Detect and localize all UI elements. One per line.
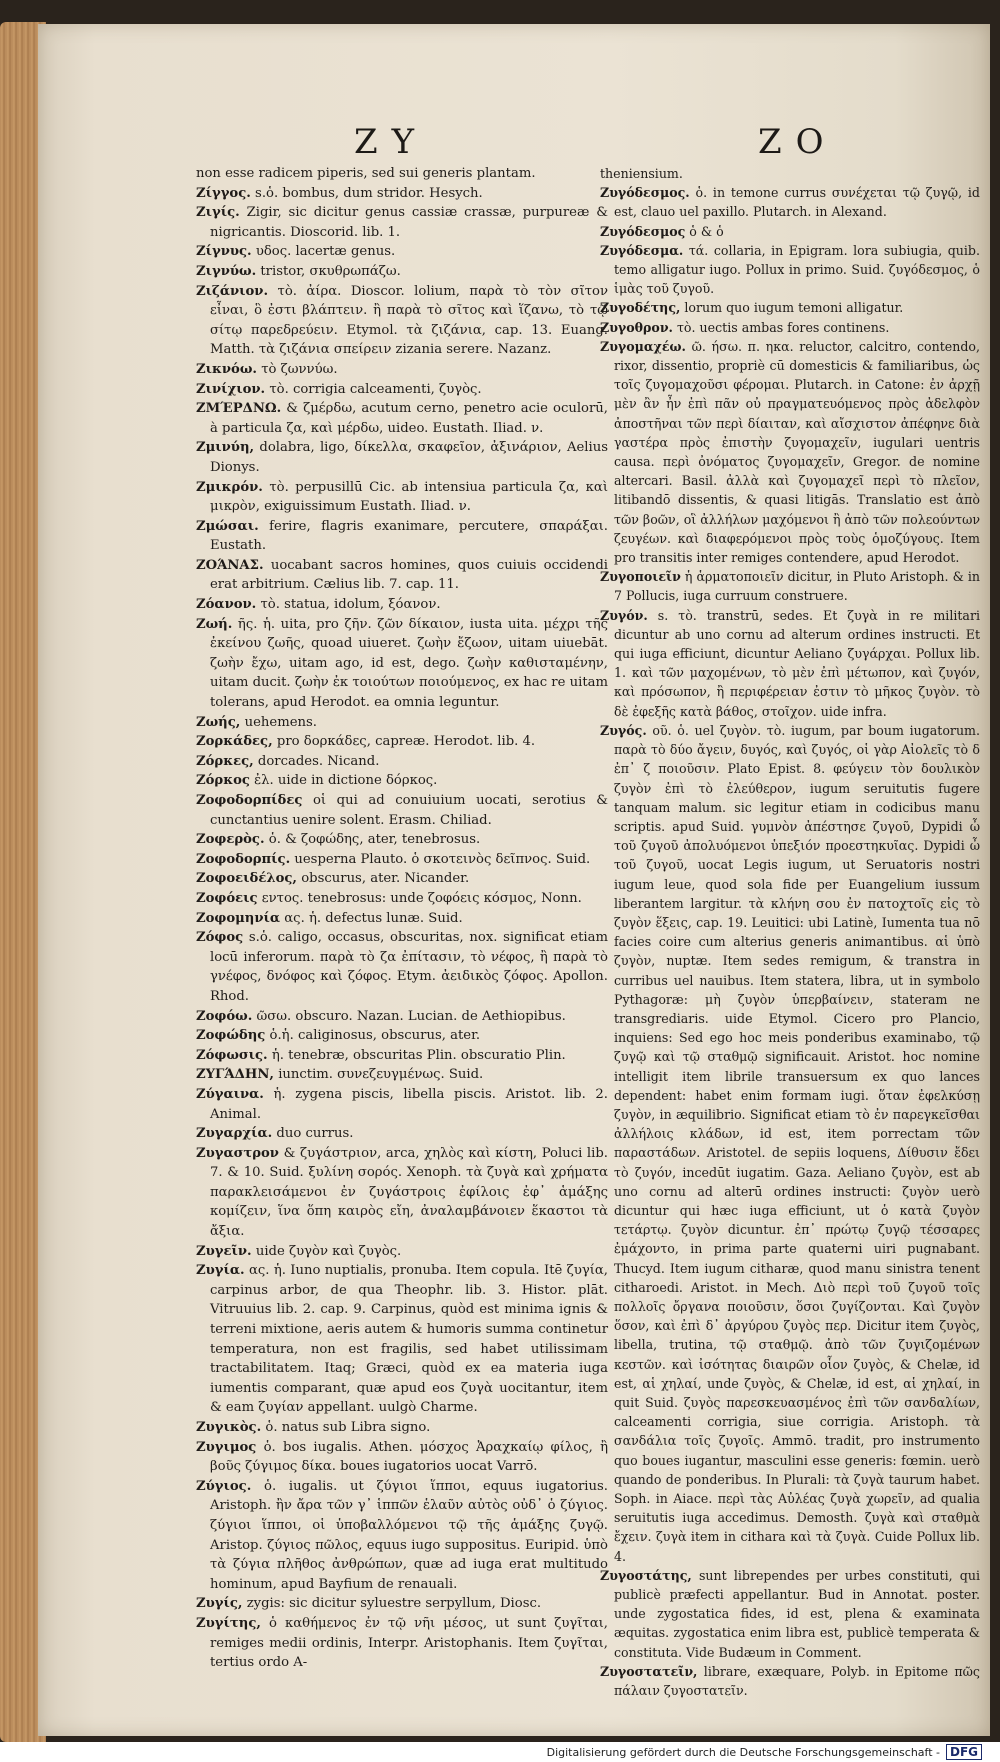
entry-headword: Ζόφωσις. xyxy=(196,1047,268,1063)
entry-definition: librare, exæquare, Polyb. in Epitome πῶς πάλαιν ζυγοστατεῖν. xyxy=(614,1663,980,1699)
dictionary-entry xyxy=(196,478,608,517)
entry-headword: Ζωή. xyxy=(196,616,233,632)
dictionary-entry xyxy=(600,318,980,337)
dictionary-entry xyxy=(600,606,980,721)
entry-definition: ῆς. ἡ. uita, pro ζῆν. ζῶν δίκαιον, iusta uita. μέχρι τῆς ἐκείνου ζωῆς, quoad uiueret. ζωὴν ἔζωον, uitam uiuebāt. ζωὴν ἔχω, uitam ago, id est, dego. ζωὴν καθισταμένην, uitam ducit. ζωὴν ἐκ τοιούτων ποιούμενος, ex hac re uitam tolerans, apud Herodot. ea omnia leguntur. xyxy=(210,616,608,711)
entry-definition: obscurus, ater. Nicander. xyxy=(301,871,470,887)
dictionary-entry xyxy=(196,164,608,184)
dictionary-entry xyxy=(196,869,608,889)
entry-headword: Ζυγόδεσμα. xyxy=(600,242,684,258)
dictionary-entry xyxy=(196,713,608,733)
entry-definition: s. τὸ. transtrū, sedes. Et ζυγὰ in re militari dicuntur ab uno cornu ad alterum ordines instructi. Et qui iuga efficiunt, dicuntur Aeliano ζυγάρχαι. Pollux lib. 1. καὶ τῶν μαχομένων, τὸ μὲν ἐπὶ μέτωπον, καὶ ζυγόν, καὶ πρόσωπον, ἢ περιφέρειαν ἐστιν τὸ μῆκος ζυγὸν. τὸ δὲ ἐφεξῆς κατὰ βάθος, στοῖχον. uide infra. xyxy=(614,607,980,719)
dictionary-entry xyxy=(196,556,608,595)
entry-headword: Ζιγνύω. xyxy=(196,263,257,279)
dictionary-entry xyxy=(196,1007,608,1027)
entry-headword: Ζοφοδορπίδες xyxy=(196,793,303,808)
entry-definition: s.ὁ. caligo, occasus, obscuritas, nox. significat etiam locū inferorum. παρὰ τὸ ζα ἐπίτασιν, τὸ νέφος, ἢ παρὰ τὸ γνέφος, δνόφος καὶ ζόφος. Etym. ἀειδικὸς ζόφος. Apollon. Rhod. xyxy=(210,930,608,1004)
dictionary-entry xyxy=(196,1594,608,1614)
entry-definition: ὁ. iugalis. ut ζύγιοι ἵπποι, equus iugatorius. Aristoph. ἢν ἄρα τῶν γ᾽ ἱππῶν ἑλαῦν αὐτὸς οὐδ᾽ ὁ ζύγιος. ζύγιοι ἵπποι, οἱ ὑποβαλλόμενοι τῷ τῆς ἁμάξης ζυγῷ. Aristop. ζύγιος πῶλος, equus iugo suppositus. Euripid. ὑπὸ τὰ ζύγια πλῆθος ἀνθρώπων, quæ ad iuga erat multitudo hominum, apud Bayfium de renauali. xyxy=(210,1478,608,1592)
dictionary-entry xyxy=(600,567,980,605)
entry-definition: τὸ. uectis ambas fores continens. xyxy=(676,319,890,335)
dictionary-entry xyxy=(196,1124,608,1144)
entry-headword: Ζοφερὸς. xyxy=(196,832,265,848)
entry-headword: Ζυγοστατεῖν, xyxy=(600,1663,698,1679)
entry-headword: Ζυγόδεσμος. xyxy=(600,185,690,201)
dictionary-entry xyxy=(196,282,608,360)
entry-headword: Ζόανον. xyxy=(196,597,257,613)
page-header-right: ZO xyxy=(758,122,838,162)
dictionary-entry xyxy=(196,262,608,282)
entry-headword: Ζόρκες, xyxy=(196,753,254,769)
entry-definition: τὸ. statua, idolum, ξόανον. xyxy=(260,597,441,613)
right-column xyxy=(600,164,980,1700)
entry-headword: ΖΜΈΡΔΝΩ. xyxy=(196,401,282,417)
entry-definition: ἐλ. uide in dictione δόρκος. xyxy=(254,773,438,789)
entry-headword: Ζυγικὸς. xyxy=(196,1420,262,1435)
entry-definition: ἡ. zygena piscis, libella piscis. Aristot. lib. 2. Animal. xyxy=(210,1086,608,1122)
dictionary-entry xyxy=(196,1418,608,1438)
dictionary-entry xyxy=(196,850,608,870)
entry-definition: uehemens. xyxy=(244,714,317,730)
entry-headword: Ζυγίτης, xyxy=(196,1615,261,1631)
left-column xyxy=(196,164,608,1673)
dictionary-entry xyxy=(600,721,980,1566)
entry-definition: zygis: sic dicitur syluestre serpyllum, Diosc. xyxy=(246,1596,542,1612)
page-header-left: ZY xyxy=(354,122,429,162)
dictionary-entry xyxy=(196,380,608,400)
entry-headword: Ζυγεῖν. xyxy=(196,1243,252,1259)
entry-definition: uide ζυγὸν καὶ ζυγὸς. xyxy=(255,1243,402,1259)
entry-headword: Ζυγιμος xyxy=(196,1439,257,1455)
dictionary-entry xyxy=(196,184,608,204)
entry-headword: Ζυγαρχία. xyxy=(196,1126,273,1142)
entry-headword: Ζύγαινα. xyxy=(196,1086,264,1102)
entry-headword: Ζοφοειδέλος, xyxy=(196,871,298,887)
dictionary-entry xyxy=(196,830,608,850)
dictionary-entry xyxy=(196,1261,608,1418)
entry-headword: Ζόρκος xyxy=(196,773,250,789)
entry-definition: ὁ. & ζοφώδης, ater, tenebrosus. xyxy=(268,832,481,848)
dictionary-entry xyxy=(196,1026,608,1046)
entry-headword: Ζυγοδέτης, xyxy=(600,300,681,316)
entry-definition: sunt librependes per urbes constituti, qui publicè præfecti appellantur. Bud in Annotat. poster. unde zygostatica fides, id est, plena & examinata æquitas. zygostatica enim libra est, publicè temperata & constituta. Vide Budæum in Comment. xyxy=(614,1567,980,1660)
dictionary-entry xyxy=(196,1065,608,1085)
dictionary-entry xyxy=(196,791,608,830)
entry-definition: τὸ. ἀίρα. Dioscor. lolium, παρὰ τὸ τὸν σῖτον εἶναι, ὃ ἐστι βλάπτειν. ἢ παρὰ τὸ σῖτος καὶ ἵζανω, τὸ τῷ σίτῳ παρεδρεύειν. Etymol. τὰ ζιζάνια, cap. 13. Euang. Matth. τὰ ζιζάνια σπείρειν zizania serere. Nazanz. xyxy=(210,283,608,358)
dictionary-entry xyxy=(196,1477,608,1595)
entry-headword: Ζινίχιον. xyxy=(196,381,266,397)
entry-headword: Ζμώσαι. xyxy=(196,518,259,534)
dfg-logo: DFG xyxy=(946,1744,982,1760)
dictionary-entry xyxy=(196,1614,608,1673)
entry-headword: Ζόφος xyxy=(196,930,244,946)
entry-headword: Ζοφόεις xyxy=(196,890,258,906)
entry-definition: ὁ καθήμενος ἐν τῷ νῆι μέσος, ut sunt ζυγῖται, remiges medii ordinis, Interpr. Aristophanis. Item ζυγῖται, tertius ordo A- xyxy=(210,1615,608,1671)
entry-definition: ὁ. natus sub Libra signo. xyxy=(265,1420,431,1435)
entry-headword: Ζμινύη, xyxy=(196,440,255,456)
entry-definition: lorum quo iugum temoni alligatur. xyxy=(684,300,904,316)
entry-headword: Ζύγιος. xyxy=(196,1478,252,1494)
entry-definition: tristor, σκυθρωπάζω. xyxy=(260,263,401,279)
entry-headword: Ζυγόδεσμος xyxy=(600,223,686,239)
entry-headword: Ζικνόω. xyxy=(196,361,257,377)
dictionary-entry xyxy=(600,337,980,567)
entry-definition: ferire, flagris exanimare, percutere, σπαράξαι. Eustath. xyxy=(210,518,608,554)
entry-definition: ὁ. bos iugalis. Athen. μόσχος Ἀραχκαίῳ φίλος, ἢ βοῦς ζύγιμος δίκα. boues iugatorios uocat Varrō. xyxy=(210,1439,608,1475)
entry-headword: Ζυγοστάτης, xyxy=(600,1567,692,1583)
entry-definition: duo currus. xyxy=(276,1126,354,1142)
dictionary-entry xyxy=(196,399,608,438)
entry-definition: ἡ ἁρματοποιεῖν dicitur, in Pluto Aristoph. & in 7 Pollucis, iuga curruum construere. xyxy=(614,569,980,604)
dictionary-entry xyxy=(600,1662,980,1700)
entry-headword: Ζυγοθρον. xyxy=(600,319,673,335)
entry-headword: Ζωής, xyxy=(196,714,241,730)
entry-definition: uesperna Plauto. ὁ σκοτεινὸς δεῖπνος. Suid. xyxy=(294,851,591,867)
entry-definition: ας. ἡ. Iuno nuptialis, pronuba. Item copula. Itē ζυγία, carpinus arbor, de qua Theophr. lib. 3. Histor. plāt. Vitruuius lib. 2. cap. 9. Carpinus, quòd est minima ignis & terreni mixtione, aeris autem & humoris summa continetur temperatura, non est fragilis, sed habet utilissimam tractabilitatem. Itaq; Græci, quòd ex ea materia iuga iumentis comparant, quæ apud eos ζυγὰ uocitantur, item & eam ζυγίαν appellant. uulgò Charme. xyxy=(210,1263,608,1416)
dictionary-entry xyxy=(196,1242,608,1262)
dictionary-entry xyxy=(600,1566,980,1662)
entry-headword: ΖΥΓΆΔΗΝ, xyxy=(196,1067,274,1083)
entry-headword: Ζυγοποιεῖν xyxy=(600,569,681,585)
entry-headword: Ζίγγος. xyxy=(196,185,251,201)
entry-headword: Ζιγίς. xyxy=(196,205,240,221)
entry-definition: Zigir, sic dicitur genus cassiæ crassæ, purpureæ & nigricantis. Dioscorid. lib. 1. xyxy=(210,205,608,240)
entry-definition: ῶσω. obscuro. Nazan. Lucian. de Aethiopibus. xyxy=(256,1008,566,1024)
entry-definition: οῦ. ὁ. uel ζυγὸν. τὸ. iugum, par boum iugatorum. παρὰ τὸ δύο ἄγειν, δυγός, καὶ ζυγός, οἱ γὰρ Αἰολεῖς τὸ δ ἐπ᾽ ζ ποιοῦσιν. Plato Epist. 8. φεύγειν τὸν δουλικὸν ζυγὸν ἐπὶ τὸ ἐλεύθερον, iugum seruitutis fugere tanquam malum. sic legitur etiam in codicibus manu scriptis. apud Suid. γυμνὸν ἀπέστησε ζυγοῦ, Dypidi ὦ τοῦ ζυγοῦ ἀπολυόμενοι ὑπεξιόν προεστηκυῖας. Dypidi ὦ τοῦ ζυγοῦ, uocat Legis iugum, ut Seruatoris nostri iugum leue, quod sola fide per Euangelium iussum liberantem largitur. τὰ κλήνη σου ἐν πατοχτοῖς εἰς τὸ ζυγὸν ἕξεις, cap. 19. Leuitici: ubi Latinè, Iumenta tua nō facies coire cum alterius generis animantibus. αἱ ὑπὸ ζυγὸν, nuptæ. Item sedes remigum, & transtra in curribus uel nauibus. Item statera, libra, ut in symbolo Pythagoræ: μὴ ζυγὸν ὑπερβαίνειν, stateram ne transgrediaris. uide Etymol. Cicero pro Plancio, inquiens: Sed ego hoc meis ponderibus examinabo, τῷ ζυγῷ καὶ τῷ σταθμῷ significauit. Aristot. hoc nomine intelligit item librile transuersum ex quo lances dependent: habet enim formam iugi. ὅταν ἐφελκύσῃ ζυγὸν, in æquilibrio. Significat etiam τὸ ἐν παρεγκεῖσθαι ἀλλήλοις κλάδων, id est, item porrectam τῶν παραστάδων. Aristotel. de sepiis loquens, Δίθυσιν ἔδει τὸ ζυγόν, incedūt iugatim. Gaza. Aeliano ζυγὸν, est ab uno cornu ad alterū ordines instructi: ζυγὸν uerò dicuntur qui hæc iuga efficiunt, ut ὁ κατὰ ζυγὸν τετάρτῳ. ζυγὸν dicuntur. ἐπ᾽ πρώτῳ ζυγῷ τέσσαρες ἐμάχοντο, in prima parte quaterni uiri pugnabant. Thucyd. Item iugum citharæ, quod manu sinistra tenent citharoedi. Aristot. in Mech. Διὸ περὶ τοῦ ζυγοῦ τοῖς πολλοῖς ὄργανα ποιοῦσιν, ὅσοι ζυγίζονται. Καὶ ζυγὸν ὅσον, καὶ ἐπὶ δ᾽ ἀργύρου ζυγὸς περ. Dicitur item ζυγὸς, libella, trutina, τῷ σταθμῷ. ἀπὸ τῶν ζυγιζομένων κεστῶν. καὶ ἰσότητας διαιρῶν οἷον ζυγὸς, & Chelæ, id est, αἱ χηλαί, unde ζυγὸς, & Chelæ, id est, αἱ χηλαί, in quit Suid. ζυγὸς παρεσκευασμένος ἐπὶ τῶν σανδαλίων, calceamenti corrigia, siue corrigia. Aristoph. τὰ σανδάλια τοῖς ζυγοῖς. Ammō. tradit, pro instrumento quo boues iugantur, masculini esse generis: fœmin. uerò quando de ponderibus. In Plurali: τὰ ζυγὰ taurum habet. Soph. in Aiace. περὶ τὰς Αὐλέας ζυγὰ χωρεῖν, ad qualia seruitutis iuga accedimus. Demosth. ζυγὰ καὶ σταθμὰ ἔχειν. ζυγὰ item in cithara καὶ τὰ ζυγὰ. Cuidе Pollux lib. 4. xyxy=(614,722,980,1564)
entry-definition: τὸ ζωννύω. xyxy=(261,361,338,377)
entry-definition: dorcades. Nicand. xyxy=(257,753,380,769)
dictionary-entry xyxy=(600,241,980,299)
entry-headword: Ζμικρόν. xyxy=(196,479,263,495)
entry-definition: s.ὁ. bombus, dum stridor. Hesych. xyxy=(255,185,483,201)
dictionary-entry xyxy=(196,1046,608,1066)
dictionary-entry xyxy=(196,360,608,380)
entry-headword: Ζιζάνιον. xyxy=(196,283,269,299)
entry-headword: Ζυγός. xyxy=(600,722,647,738)
dictionary-entry xyxy=(196,1085,608,1124)
dictionary-entry xyxy=(600,222,980,241)
entry-headword: Ζυγόν. xyxy=(600,607,648,623)
dictionary-entry xyxy=(196,615,608,713)
dictionary-entry xyxy=(196,1144,608,1242)
entry-definition: τὸ. perpusillū Cic. ab intensiua particula ζα, καὶ μικρὸν, exiguissimum Eustath. Iliad. ν. xyxy=(210,479,608,515)
entry-headword: Ζυγομαχέω. xyxy=(600,338,686,354)
entry-definition: τὸ. corrigia calceamenti, ζυγὸς. xyxy=(269,381,482,397)
entry-headword: Ζυγαστρον xyxy=(196,1145,279,1161)
funding-credit: Digitalisierung gefördert durch die Deutsche Forschungsgemeinschaft - xyxy=(546,1745,940,1759)
dictionary-entry xyxy=(196,242,608,262)
entry-definition: ὁ & ὁ xyxy=(689,223,724,239)
entry-headword: Ζυγίς, xyxy=(196,1596,243,1612)
entry-headword: Ζοφομηνία xyxy=(196,910,281,926)
dictionary-entry xyxy=(196,517,608,556)
entry-definition: & ζυγάστριον, arca, χηλὸς καὶ κίστη, Poluci lib. 7. & 10. Suid. ξυλίνη σορός. Xenoph. τὰ ζυγὰ καὶ χρήματα παρακλεισάμενοι ἐν ζυγάστροις ἐφίλοις ἐφ᾽ ἁμάξης κομίζειν, ἵνα ὅπη καιρὸς εἴη, ἀναλαμβάνοιεν ἕκαστοι τὰ ἄξια. xyxy=(210,1145,608,1240)
entry-headword: Ζορκάδες, xyxy=(196,734,273,750)
entry-definition: non esse radicem piperis, sed sui generis plantam. xyxy=(196,166,536,181)
entry-definition: ὁ. in temone currus συνέχεται τῷ ζυγῷ, id est, clauo uel paxillo. Plutarch. in Alexand. xyxy=(614,185,980,220)
dictionary-entry xyxy=(196,438,608,477)
entry-headword: Ζοφόω. xyxy=(196,1008,253,1024)
dictionary-entry xyxy=(600,183,980,221)
entry-definition: ῶ. ήσω. π. ηκα. reluctor, calcitro, contendo, rixor, dissentio, propriè cū domesticis & familiaribus, ὡς τοῖς ζυγομαχοῦσι φέρομαι. Plutarch. in Catone: ἐν ἀρχῇ μὲν ἂν ἦν ἐπὶ πᾶν οὐ πραγματευόμενος πρὸς ἀδελφὸν ἀποστῆναι τῶν περὶ δίαιταν, καὶ αἴσχιστον ἀπέφηνε διὰ γαστέρα πρὸς ἐπιστὴν ζυγομαχεῖν, iugulari uentris causa. περὶ ὀνόματος ζυγομαχεῖν, Gregor. de nomine altercari. Basil. ἀλλὰ καὶ ζυγομαχεῖ περὶ τὸ πλεῖον, litibandō dissentis, & quasi litigās. Translatio est ἀπὸ τῶν βοῶν, οἳ ἀλλήλων μαχόμενοι ἢ ἀπὸ τῶν πολεούντων ζευγέων. καὶ διαφερόμενοι πρὸς τοὺς ὁμοζύγους. Item pro transitis inter remiges contendere, apud Herodot. xyxy=(614,338,980,566)
dictionary-entry xyxy=(196,203,608,242)
dictionary-entry xyxy=(196,771,608,791)
dictionary-entry xyxy=(196,1438,608,1477)
dictionary-entry xyxy=(600,298,980,317)
entry-headword: Ζοφοδορπίς. xyxy=(196,851,291,867)
dictionary-entry xyxy=(196,889,608,909)
dictionary-entry xyxy=(196,752,608,772)
dictionary-entry xyxy=(196,732,608,752)
dictionary-entry xyxy=(196,595,608,615)
dictionary-entry xyxy=(600,164,980,183)
entry-definition: theniensium. xyxy=(600,166,683,181)
entry-definition: pro δορκάδες, capreæ. Herodot. lib. 4. xyxy=(276,734,536,750)
entry-headword: ΖΟΆΝΑΣ. xyxy=(196,557,264,573)
entry-definition: iunctim. συνεζευγμένως. Suid. xyxy=(278,1067,484,1083)
entry-definition: τά. collaria, in Epigram. lora subiugia, quib. temo alligatur iugo. Pollux in primo. Suid. ζυγόδεσμος, ὁ ἱμὰς τοῦ ζυγοῦ. xyxy=(614,242,980,297)
entry-definition: εντος. tenebrosus: unde ζοφόεις κόσμος, Nonn. xyxy=(261,890,582,906)
entry-definition: dolabra, ligo, δίκελλα, σκαφεῖον, ἀξινάριον, Aelius Dionys. xyxy=(210,440,608,475)
entry-definition: uocabant sacros homines, quos cuiuis occidendi erat arbitrium. Cælius lib. 7. cap. 11. xyxy=(210,557,608,593)
entry-definition: ἡ. tenebræ, obscuritas Plin. obscuratio Plin. xyxy=(271,1047,566,1063)
dictionary-entry xyxy=(196,928,608,1006)
entry-headword: Ζοφώδης xyxy=(196,1028,266,1044)
entry-headword: Ζυγία. xyxy=(196,1263,245,1279)
entry-definition: οἱ qui ad conuiuium uocati, serotius & cunctantius uenire solent. Erasm. Chiliad. xyxy=(210,793,608,828)
entry-definition: ας. ἡ. defectus lunæ. Suid. xyxy=(284,910,463,926)
entry-headword: Ζίγνυς. xyxy=(196,244,252,260)
entry-definition: & ζμέρδω, acutum cerno, penetro acie oculorū, à particula ζα, καὶ μέρδω, uideo. Eustath. Iliad. ν. xyxy=(210,401,608,436)
entry-definition: ὁ.ἡ. caliginosus, obscurus, ater. xyxy=(269,1028,481,1044)
dictionary-entry xyxy=(196,909,608,929)
footer-bar xyxy=(0,1742,1000,1762)
entry-definition: υδος. lacertæ genus. xyxy=(255,244,396,260)
